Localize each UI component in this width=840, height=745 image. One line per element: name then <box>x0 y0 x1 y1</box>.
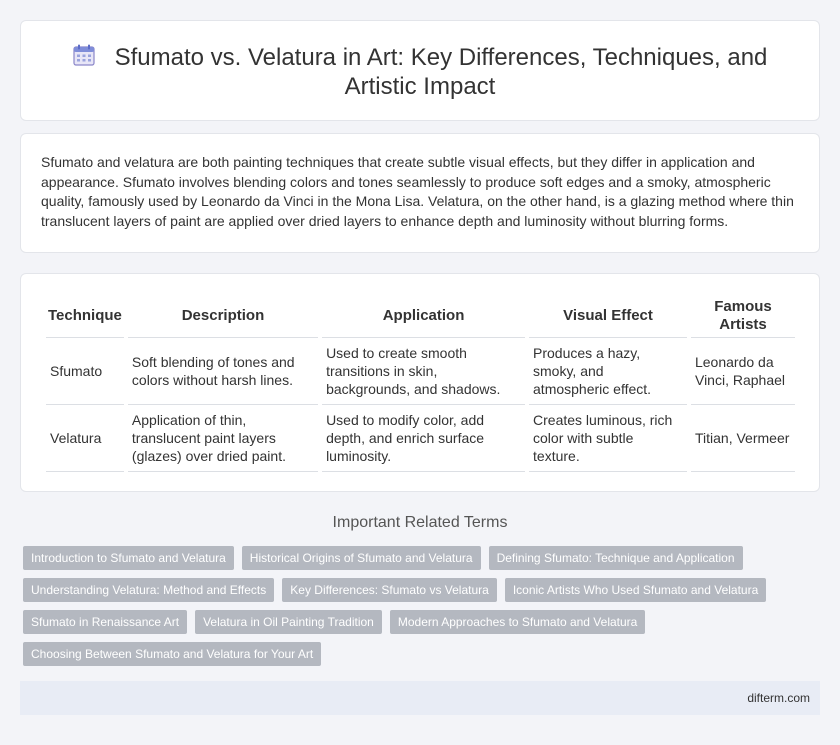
related-term-tag[interactable]: Modern Approaches to Sfumato and Velatura <box>390 610 646 634</box>
cell-famous-artists: Leonardo da Vinci, Raphael <box>691 338 795 405</box>
related-term-tag[interactable]: Defining Sfumato: Technique and Application <box>489 546 743 570</box>
page-title: Sfumato vs. Velatura in Art: Key Differences, Techniques, and Artistic Impact <box>114 44 768 100</box>
header-technique: Technique <box>46 294 124 338</box>
cell-description: Application of thin, translucent paint layers (glazes) over dried paint. <box>128 405 318 472</box>
header-famous-artists: Famous Artists <box>691 294 795 338</box>
related-terms-list <box>23 546 783 674</box>
cell-technique: Velatura <box>46 405 124 472</box>
related-term-tag[interactable]: Understanding Velatura: Method and Effects <box>23 578 274 602</box>
related-term-tag[interactable]: Choosing Between Sfumato and Velatura for Your Art <box>23 642 321 666</box>
related-term-tag[interactable]: Sfumato in Renaissance Art <box>23 610 187 634</box>
related-terms-heading: Important Related Terms <box>332 514 508 531</box>
footer-site-link[interactable]: difterm.com <box>747 691 810 705</box>
related-term-tag[interactable]: Iconic Artists Who Used Sfumato and Velatura <box>505 578 766 602</box>
related-term-tag[interactable]: Historical Origins of Sfumato and Velatura <box>242 546 481 570</box>
table-row <box>46 405 795 472</box>
page-title-wrap <box>61 43 779 101</box>
cell-famous-artists: Titian, Vermeer <box>691 405 795 472</box>
intro-paragraph: Sfumato and velatura are both painting techniques that create subtle visual effects, but they differ in application and appearance. Sfumato involves blending colors and tones seamlessly to produce soft edges and a smoky, atmospheric quality, famously used by Leonardo da Vinci in the Mona Lisa. Velatura, on the other hand, is a glazing method where thin translucent layers of paint are applied over dried layers to enhance depth and luminosity without blurring forms. <box>41 154 794 229</box>
header-application: Application <box>322 294 525 338</box>
cell-visual-effect: Creates luminous, rich color with subtle texture. <box>529 405 687 472</box>
cell-technique: Sfumato <box>46 338 124 405</box>
cell-visual-effect: Produces a hazy, smoky, and atmospheric effect. <box>529 338 687 405</box>
related-term-tag[interactable]: Velatura in Oil Painting Tradition <box>195 610 382 634</box>
comparison-table <box>42 294 799 472</box>
comparison-table-card <box>20 273 820 492</box>
footer <box>20 681 820 715</box>
header-visual-effect: Visual Effect <box>529 294 687 338</box>
table-row <box>46 338 795 405</box>
calendar-icon <box>73 44 95 66</box>
related-term-tag[interactable]: Introduction to Sfumato and Velatura <box>23 546 234 570</box>
intro-card <box>20 133 820 253</box>
cell-application: Used to modify color, add depth, and enrich surface luminosity. <box>322 405 525 472</box>
table-header-row <box>46 294 795 338</box>
related-term-tag[interactable]: Key Differences: Sfumato vs Velatura <box>282 578 497 602</box>
header-card <box>20 20 820 121</box>
header-description: Description <box>128 294 318 338</box>
cell-application: Used to create smooth transitions in skin, backgrounds, and shadows. <box>322 338 525 405</box>
cell-description: Soft blending of tones and colors without harsh lines. <box>128 338 318 405</box>
